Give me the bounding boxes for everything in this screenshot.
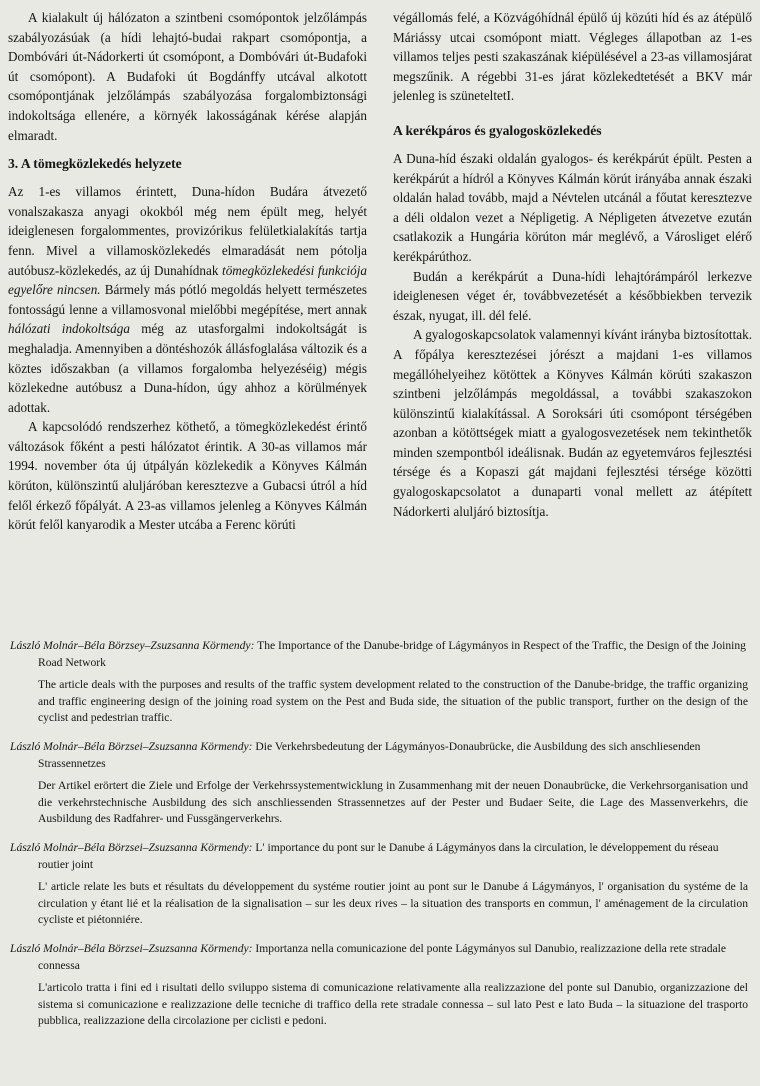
article-body (8, 8, 752, 535)
text-run: Az 1-es villamos érintett, Duna-hídon Budára átvezető vonalszakasza anyagi okokból még nem épült meg, helyét ideiglenesen forgalommentes, provizórikus felületkialakítás tartja fenn. Mivel a villamosközlekedés elmaradását nem pótolja autóbusz-közlekedés, az új Dunahídnak (8, 184, 367, 278)
abstract-body: L' article relate les buts et résultats du développement du systéme routier joint au pont sur le Danube á Lágymányos, l' organisation du systéme de la circulation y étant lié et la réalisation de la signalisation – sur les deux rives – la situation des transports en commun, l' aménagement de la circulation cycliste et piétonniére. (38, 880, 748, 927)
abstract-body: Der Artikel erörtert die Ziele und Erfolge der Verkehrssystementwicklung in Zusammenhang mit der neuen Donaubrücke, die Verkehrsorganisation und die verkehrstechnische Ausbildung des sich anschliessenden Strassennetzes auf der Pester und Budaer Seite, die Lage des Massenverkehrs, die Ausbildung des Radfahrer- und Fussgängerverkehrs. (38, 779, 748, 826)
abstract-authors: László Molnár–Béla Börzsey–Zsuzsanna Körmendy: (10, 639, 255, 652)
emphasis: tömegközlekedési funkciója egyelőre nincsen. (8, 262, 367, 298)
abstract-heading (10, 840, 748, 873)
emphasis: hálózati indokoltsága (8, 321, 130, 337)
paragraph: Budán a kerékpárút a Duna-hídi lehajtórámpáról lerkezve ideiglenesen véget ér, továbbvezetését a későbbiekben tervezik észak, nyugat, ill. dél felé. (393, 268, 752, 323)
abstract-authors: László Molnár–Béla Börzsei–Zsuzsanna Körmendy: (10, 941, 253, 955)
abstract-title: Die Verkehrsbedeutung der Lágymányos-Donaubrücke, die Ausbildung des sich anschliesenden Strassennetzes (38, 739, 701, 770)
abstract-body: The article deals with the purposes and results of the traffic system development related to the construction of the Danube-bridge, the traffic organizing and traffic engineering design of the joining road system on the Pest and Buda side, the situation of the public transport, further on the design of the cyclist and pedestrian traffic. (38, 678, 748, 725)
abstract-french (10, 840, 748, 929)
abstract-english (10, 638, 748, 727)
left-column (8, 8, 367, 535)
abstract-heading (10, 638, 748, 671)
text-run: még az utasforgalmi indokoltságát is meghaladja. Amennyiben a döntéshozók állásfoglalása változik és a köztes időszakban (a villamos forgalomba helyezéséig) mégis közlekedne autóbusz a Duna-hídon, úgy ahhoz a körülmények adottak. (8, 321, 367, 415)
abstract-title: L' importance du pont sur le Danube á Lágymányos dans la circulation, le développement du réseau routier joint (38, 840, 719, 871)
abstract-authors: László Molnár–Béla Börzsei–Zsuzsanna Körmendy: (10, 739, 253, 753)
text-run: Bármely más pótló megoldás helyett természetes fontosságú lenne a villamosvonal mielőbbi megépítése, mert annak (8, 282, 367, 317)
abstract-heading (10, 941, 748, 974)
paragraph (8, 182, 367, 417)
section-heading: 3. A tömegközlekedés helyzete (8, 156, 182, 172)
paragraph: A gyalogoskapcsolatok valamennyi kívánt irányba biztosítottak. A főpálya keresztezései jórészt a majdani 1-es villamos megállóhelyeihez kötöttek a Könyves Kálmán körúti szakaszon szintbeni jelzőlámpás megoldással, a további szakaszokon különszintű kialakítással. A Soroksári úti csomópont térségében azonban a kötöttségek miatt a gyalogosvezetések nem tekinthetők minden szempontból ideálisnak. Budán az egyetemváros fejlesztési térsége és a Kopaszi gát majdani fejlesztési térsége közötti gyalogoskapcsolatot a dunaparti vonal mellett az átépített Nádorkerti aluljáró biztosítja. (393, 327, 752, 519)
paragraph: A Duna-híd északi oldalán gyalogos- és kerékpárút épült. Pesten a kerékpárút a hídról a Könyves Kálmán körút irányába annak északi oldalán halad tovább, majd a Névtelen utcánál a főutat keresztezve a déli oldalon vezet a Népligetig. A Népligeten átvezetve ezután csatlakozik a Hungária körúton már meglévő, a Városliget elérő kerékpárúthoz. (393, 150, 752, 264)
abstract-italian (10, 941, 748, 1030)
abstract-authors: László Molnár–Béla Börzsei–Zsuzsanna Körmendy: (10, 840, 253, 854)
abstract-heading (10, 739, 748, 772)
abstracts-section (10, 638, 748, 1042)
abstract-german (10, 739, 748, 828)
abstract-title: The Importance of the Danube-bridge of Lágymányos in Respect of the Traffic, the Design of the Joining Road Network (38, 639, 746, 669)
paragraph: A kialakult új hálózaton a szintbeni csomópontok jelzőlámpás szabályozásúak (a hídi lehajtó-budai rakpart csomópontja, a Dombóvári út-Nádorkerti út csomópont, a Dombóvári út-Budafoki út csomópont). A Budafoki út Bogdánffy utcával alkotott csomópontjának jelzőlámpás szabályozása forgalombiztonsági indokoltsága ellenére, a környék lakosságának kérése alapján elmaradt. (8, 10, 367, 143)
paragraph: A kapcsolódó rendszerhez köthető, a tömegközlekedést érintő változások főként a pesti hálózatot érintik. A 30-as villamos már 1994. november óta új útpályán közlekedik a Könyves Kálmán körúton, különszintű aluljáróban keresztezve a Gubacsi útról a híd felől érkező főpályát. A 23-as villamos jelenleg a Könyves Kálmán körút felől kanyarodik a Mester utcába a Ferenc körúti (8, 419, 367, 533)
paragraph: végállomás felé, a Közvágóhídnál épülő új közúti híd és az átépülő Máriássy utcai csomópont miatt. Végleges állapotban az 1-es villamos teljes pesti szakaszának kiépülésével a 23-as villamosjárat megszűnik. A régebbi 31-es járat közlekedtetését a BKV már jelenleg is szüneteltetI. (393, 10, 752, 104)
section-heading: A kerékpáros és gyalogosközlekedés (393, 122, 602, 138)
abstract-body: L'articolo tratta i fini ed i risultati dello sviluppo sistema di comunicazione relativamente alla realizzazione del ponte sul Danubio, organizzazione del sistema si comunicazione e realizzazione delle tecniche di traffico della rete stradale connessa – sul lato Pest e lato Buda – la situazione del trasporto pubblica, realizzazione della circolazione per ciclisti e pedoni. (38, 981, 748, 1028)
right-column (393, 8, 752, 535)
abstract-title: Importanza nella comunicazione del ponte Lágymányos sul Danubio, realizzazione della rete stradale connessa (38, 941, 727, 972)
